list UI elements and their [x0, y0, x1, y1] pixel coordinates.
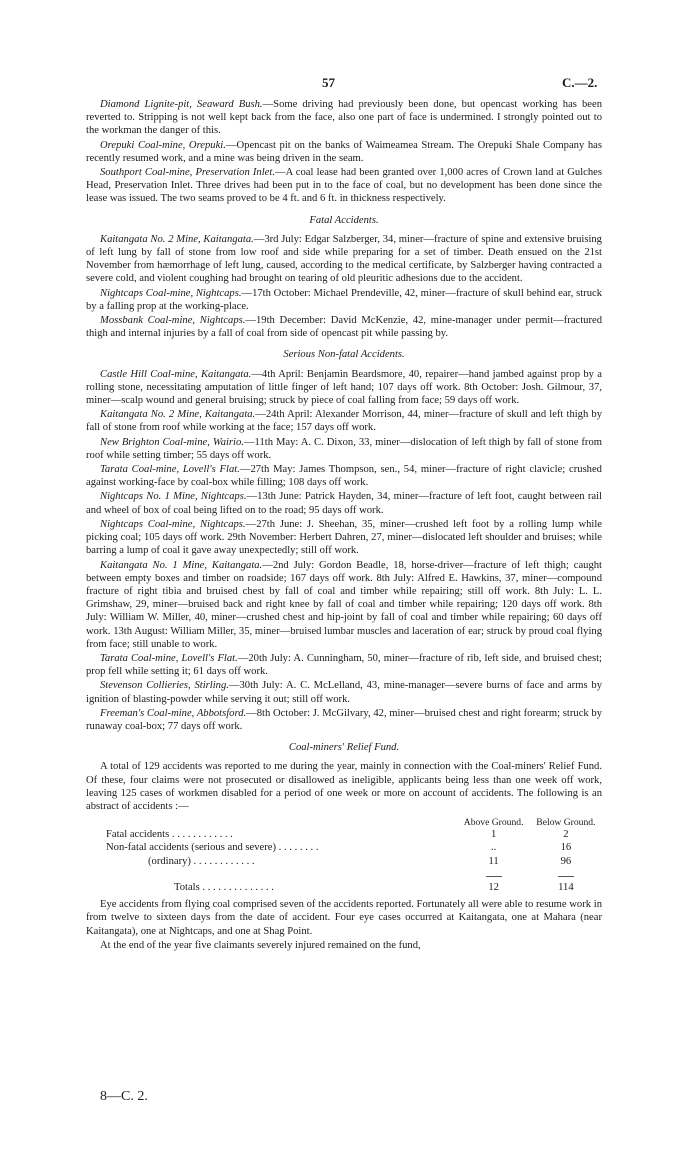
- fatal-accidents-heading: Fatal Accidents.: [309, 214, 379, 226]
- leader-dots: . . . . . . . . . . . .: [171, 829, 233, 841]
- row-label: Fatal accidents: [106, 829, 170, 841]
- cell-above: 1: [490, 829, 497, 841]
- leader-dots: . . . . . . . .: [278, 842, 319, 854]
- column-header-below-ground: Below Ground.: [536, 817, 596, 829]
- row-label: (ordinary): [148, 855, 191, 867]
- totals-row: [86, 881, 602, 894]
- serious-accident-entry: Nightcaps No. 1 Mine, Nightcaps.—13th June: Patrick Hayden, 34, miner—fracture of left foot, caught between rail and wheel of box of coal being lifted on to the road; 95 days off work.: [86, 491, 602, 516]
- serious-accident-entry: Kaitangata No. 2 Mine, Kaitangata.—24th April: Alexander Morrison, 44, miner—fracture of skull and left thigh by fall of stone from roof while working at the face; 157 days off work.: [86, 409, 602, 434]
- fatal-accident-entry: Kaitangata No. 2 Mine, Kaitangata.—3rd July: Edgar Salzberger, 34, miner—fracture of spine and extensive bruising of left lung by fall of stone from low roof and side while preparing for a set of timber. Death ensued on the 21st November from hæmorrhage of left lung, caused, according to the medical certificate, by Salzberger having contracted a severe cold, and violent coughing had brought on tearing of old pleuritic adhesions due to the accident.: [86, 233, 602, 285]
- relief-fund-intro: A total of 129 accidents was reported to me during the year, mainly in connection with the Coal-miners' Relief Fund. Of these, four claims were not prosecuted or disallowed as ineligible, applicants being less than one week off work, leaving 125 cases of workmen disabled for a period of one week or more on account of accidents. The following is an abstract of accidents :—: [86, 761, 602, 812]
- fatal-accident-entry: Mossbank Coal-mine, Nightcaps.—19th December: David McKenzie, 42, mine-manager under permit—fractured thigh and internal injuries by a fall of coal from side of opencast pit while passing by.: [86, 315, 602, 340]
- serious-accident-entry: Tarata Coal-mine, Lovell's Flat.—20th July: A. Cunningham, 50, miner—fracture of rib, left side, and bruised chest; prop fell while setting it; 61 days off work.: [86, 652, 602, 678]
- eye-accidents-paragraph: Eye accidents from flying coal comprised seven of the accidents reported. Fortunately all were able to resume work in from twelve to sixteen days from the date of accident. Four eye cases occurred at Kaitangata, one at Mahara (near Kaitangata), one at Nightcaps, and one at Shag Point.: [86, 899, 602, 937]
- cell-above: 11: [488, 855, 499, 867]
- serious-accident-entry: Freeman's Coal-mine, Abbotsford.—8th October: J. McGilvary, 42, miner—bruised chest and right forearm; struck by runaway coal-box; 77 days off work.: [86, 707, 602, 732]
- closing-paragraph: At the end of the year five claimants severely injured remained on the fund,: [100, 939, 421, 951]
- leader-dots: . . . . . . . . . . . .: [193, 855, 255, 867]
- serious-accident-entry: Kaitangata No. 1 Mine, Kaitangata.—2nd July: Gordon Beadle, 18, horse-driver—fracture of left thigh; caught between empty boxes and timber on roadside; 167 days off work. 8th July: Alfred E. Hawkins, 37, miner—compound fracture of right tibia and bruised chest by fall of coal and timber while repairing; still off work. 8th July: L. L. Grimshaw, 29, miner—bruised back and right knee by fall of coal and timber while repairing; 120 days off work. 8th July: William W. Miller, 40, miner—crushed chest and hip-joint by fall of coal and timber while repairing; 60 days off work. 13th August: William Miller, 35, miner—bruised lumbar muscles and laceration of ear; struck by proud coal flying from face; still unable to work.: [86, 559, 602, 650]
- table-row: [86, 841, 602, 854]
- table-rule-row: [86, 868, 602, 881]
- cell-below: 16: [560, 842, 572, 854]
- total-above: 12: [488, 881, 499, 893]
- table-row: [86, 828, 602, 841]
- cell-below: 2: [563, 829, 569, 841]
- cell-above: ..: [490, 842, 497, 854]
- serious-accident-entry: Castle Hill Coal-mine, Kaitangata.—4th April: Benjamin Beardsmore, 40, repairer—hand jambed against prop by a rolling stone, necessitating amputation of little finger of left hand; 107 days off work. 8th October: Josh. Gilmour, 37, miner—scalp wound and general bruising; struck by piece of coal falling from face; 59 days off work.: [86, 368, 603, 407]
- page-footer-signature: 8—C. 2.: [100, 1089, 148, 1104]
- divider: [558, 876, 574, 877]
- accident-abstract-table: [86, 817, 602, 894]
- intro-paragraph: Southport Coal-mine, Preservation Inlet.—A coal lease had been granted over 1,000 acres of Crown land at Gulches Head, Preservation Inlet. Three drives had been put in to the face of coal, but no development has been done since the lease was issued. The two seams proved to be 4 ft. and 6 ft. in thickness respectively.: [86, 167, 602, 205]
- table-header-row: [86, 817, 602, 828]
- leader-dots: . . . . . . . . . . . . . .: [202, 881, 274, 893]
- page-number: 57: [322, 75, 335, 90]
- column-header-above-ground: Above Ground.: [463, 817, 524, 829]
- serious-accident-entry: Nightcaps Coal-mine, Nightcaps.—27th June: J. Sheehan, 35, miner—crushed left foot by a rolling lump while picking coal; 105 days off work. 29th November: Herbert Dahren, 27, miner—dislocated left shoulder and bruises; while barring a lump of coal it gave away unexpectedly; still off work.: [86, 518, 602, 557]
- serious-accident-entry: Tarata Coal-mine, Lovell's Flat.—27th May: James Thompson, sen., 54, miner—fracture of right clavicle; crushed against working-face by coal-box while filling; 108 days off work.: [86, 464, 602, 489]
- fatal-accident-entry: Nightcaps Coal-mine, Nightcaps.—17th October: Michael Prendeville, 42, miner—fracture of skull behind ear, struck by a falling prop at the working-place.: [86, 287, 602, 312]
- total-below: 114: [558, 881, 574, 893]
- divider: [486, 876, 502, 877]
- intro-paragraph: Diamond Lignite-pit, Seaward Bush.—Some driving had previously been done, but opencast working has been reverted to. Stripping is not well kept back from the face, also one part of face is undermined. I strongly pointed out to the workman the danger of this.: [86, 99, 602, 137]
- serious-accidents-heading: Serious Non-fatal Accidents.: [283, 349, 405, 361]
- cell-below: 96: [560, 855, 572, 867]
- table-row: [86, 855, 602, 868]
- serious-accident-entry: New Brighton Coal-mine, Wairio.—11th May: A. C. Dixon, 33, miner—dislocation of left thigh by fall of stone from roof while setting timber; 55 days off work.: [86, 436, 602, 461]
- intro-paragraph: Orepuki Coal-mine, Orepuki.—Opencast pit on the banks of Waimeamea Stream. The Orepuki Shale Company has recently resumed work, and a mine was being driven in the seam.: [86, 139, 602, 164]
- relief-fund-heading: Coal-miners' Relief Fund.: [288, 742, 400, 754]
- page-body: [86, 72, 602, 952]
- totals-label: Totals: [174, 881, 200, 893]
- serious-accident-entry: Stevenson Collieries, Stirling.—30th July: A. C. McLelland, 43, mine-manager—severe burns of face and arms by ignition of blasting-powder while serving it out; still off work.: [86, 680, 602, 705]
- document-reference: C.—2.: [562, 75, 598, 90]
- row-label: Non-fatal accidents (serious and severe): [106, 842, 277, 854]
